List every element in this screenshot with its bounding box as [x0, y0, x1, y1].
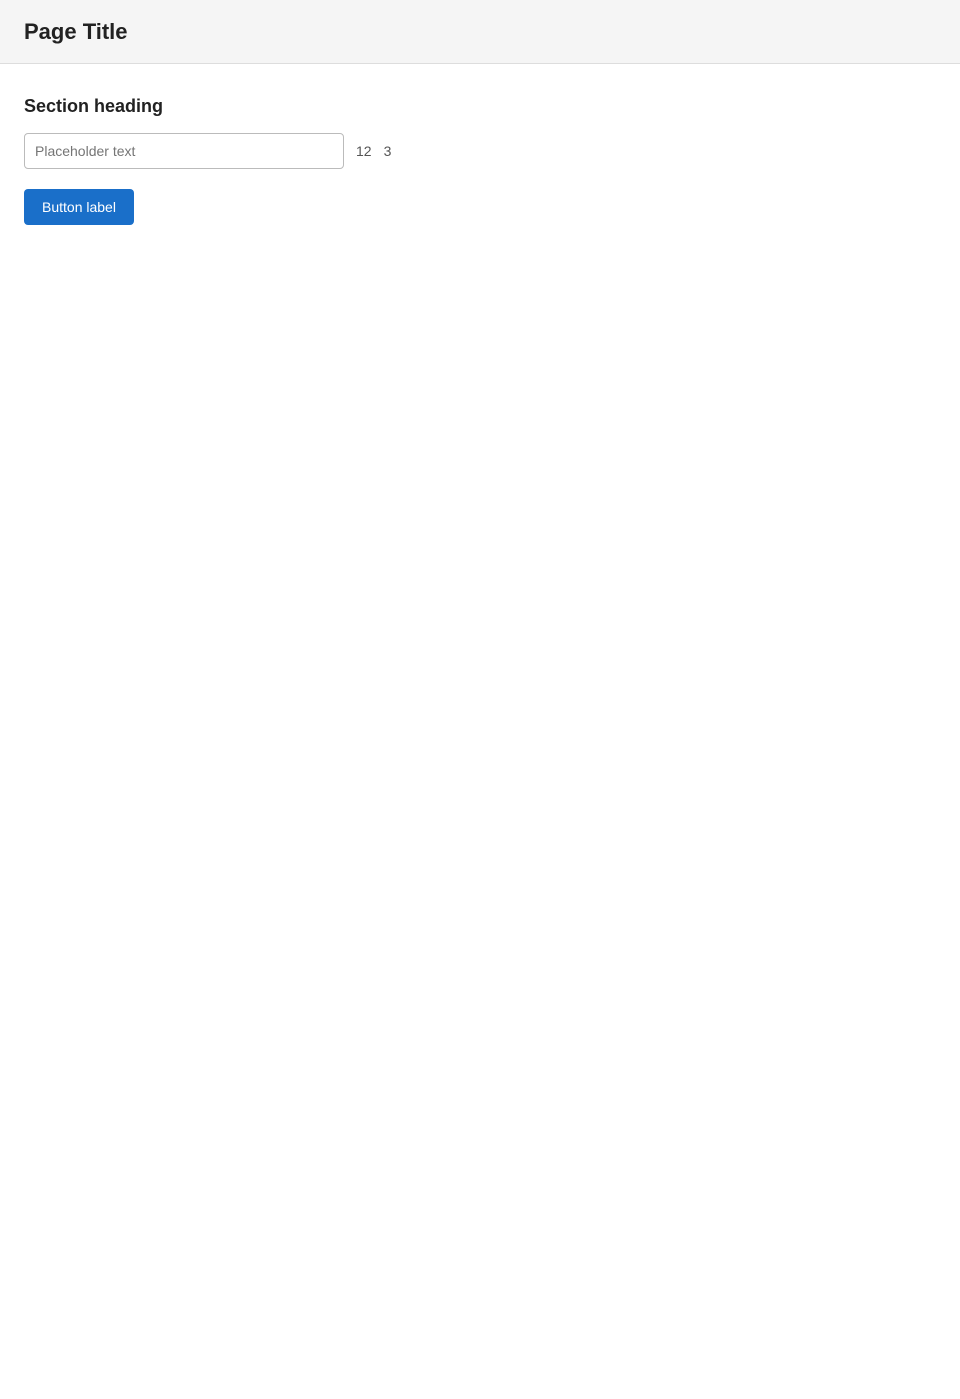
item-count: 12	[356, 143, 372, 159]
page-title: Page Title	[24, 18, 128, 44]
input-row	[24, 133, 936, 169]
section-heading: Section heading	[24, 96, 164, 116]
main-content	[0, 64, 960, 1399]
text-input[interactable]	[24, 133, 344, 169]
top-header	[0, 0, 960, 64]
page-number: 3	[383, 143, 392, 159]
primary-button[interactable]: Button label	[24, 189, 134, 225]
